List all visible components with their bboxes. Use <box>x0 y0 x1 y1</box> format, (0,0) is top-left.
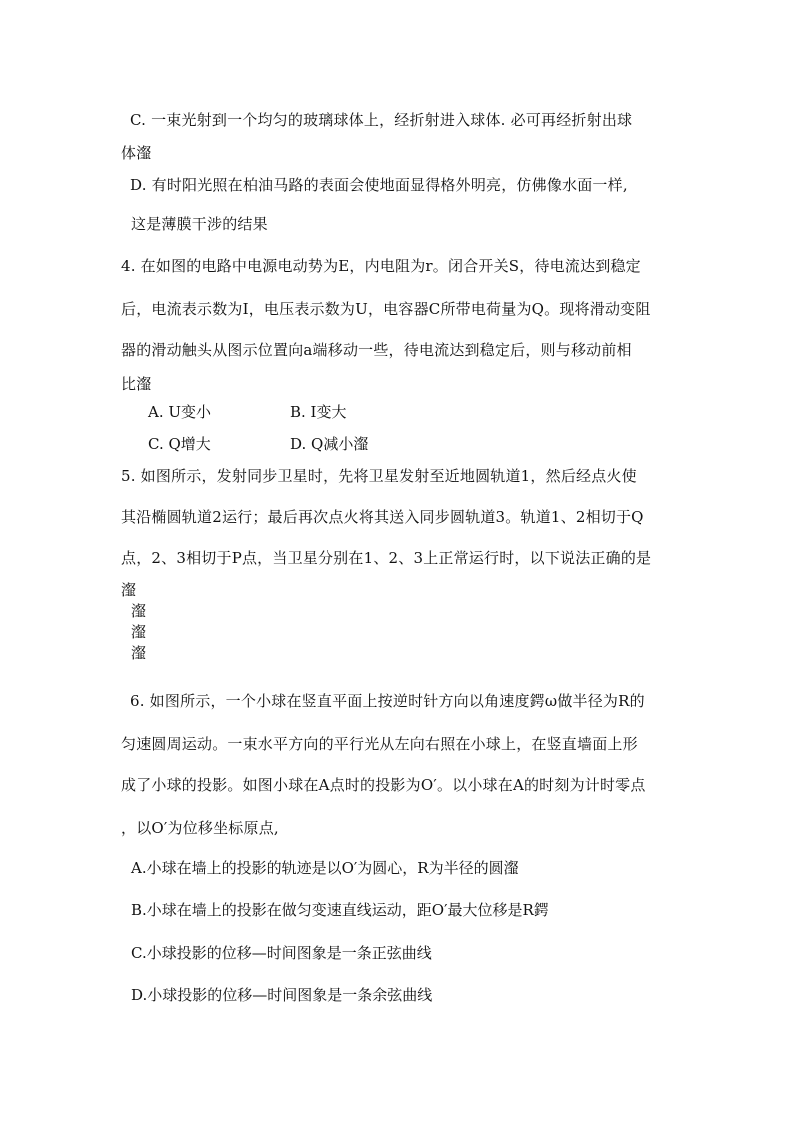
q4-stem-line-2: 后，电流表示数为I，电压表示数为U，电容器C所带电荷量为Q。现将滑动变阻 <box>121 300 651 318</box>
q4-stem-line-4: 比瀣 <box>121 375 152 393</box>
q5-stem-line-4: 瀣 <box>121 581 137 599</box>
q4-option-c: C. Q增大 <box>148 435 211 453</box>
q6-option-c: C.小球投影的位移—时间图象是一条正弦曲线 <box>131 944 432 962</box>
q5-stem-line-3: 点，2、3相切于P点，当卫星分别在1、2、3上正常运行时，以下说法正确的是 <box>121 549 652 567</box>
q3-option-d-line-1: D. 有时阳光照在柏油马路的表面会使地面显得格外明亮，仿佛像水面一样, <box>130 176 628 194</box>
q4-stem-line-3: 器的滑动触头从图示位置向a端移动一些，待电流达到稳定后，则与移动前相 <box>121 341 632 359</box>
q4-option-d: D. Q减小瀣 <box>290 435 369 453</box>
q4-option-a: A. U变小 <box>148 403 212 421</box>
q5-stem-line-2: 其沿椭圆轨道2运行；最后再次点火将其送入同步圆轨道3。轨道1、2相切于Q <box>121 508 644 526</box>
q6-option-d: D.小球投影的位移—时间图象是一条余弦曲线 <box>131 986 433 1004</box>
q3-option-c-line-2: 体瀣 <box>121 144 152 162</box>
q6-stem-line-3: 成了小球的投影。如图小球在A点时的投影为O′。以小球在A的时刻为计时零点 <box>121 776 646 794</box>
q6-stem-line-4: ，以O′为位移坐标原点, <box>121 819 279 837</box>
q5-option-placeholder: 瀣 <box>131 623 147 641</box>
q4-stem-line-1: 4. 在如图的电路中电源电动势为E，内电阻为r。闭合开关S，待电流达到稳定 <box>121 257 641 275</box>
q6-stem-line-1: 6. 如图所示，一个小球在竖直平面上按逆时针方向以角速度鍔ω做半径为R的 <box>130 692 645 710</box>
q5-option-placeholder: 瀣 <box>131 644 147 662</box>
q6-option-b: B.小球在墙上的投影在做匀变速直线运动，距O′最大位移是R鍔 <box>131 901 549 919</box>
q3-option-c-line-1: C. 一束光射到一个均匀的玻璃球体上，经折射进入球体. 必可再经折射出球 <box>130 111 633 129</box>
q5-option-placeholder: 瀣 <box>131 602 147 620</box>
q6-option-a: A.小球在墙上的投影的轨迹是以O′为圆心，R为半径的圆瀣 <box>131 859 519 877</box>
q4-option-b: B. I变大 <box>290 403 347 421</box>
q3-option-d-line-2: 这是薄膜干涉的结果 <box>131 215 268 233</box>
q6-stem-line-2: 匀速圆周运动。一束水平方向的平行光从左向右照在小球上，在竖直墙面上形 <box>121 735 638 753</box>
q5-stem-line-1: 5. 如图所示，发射同步卫星时，先将卫星发射至近地圆轨道1，然后经点火使 <box>121 467 637 485</box>
